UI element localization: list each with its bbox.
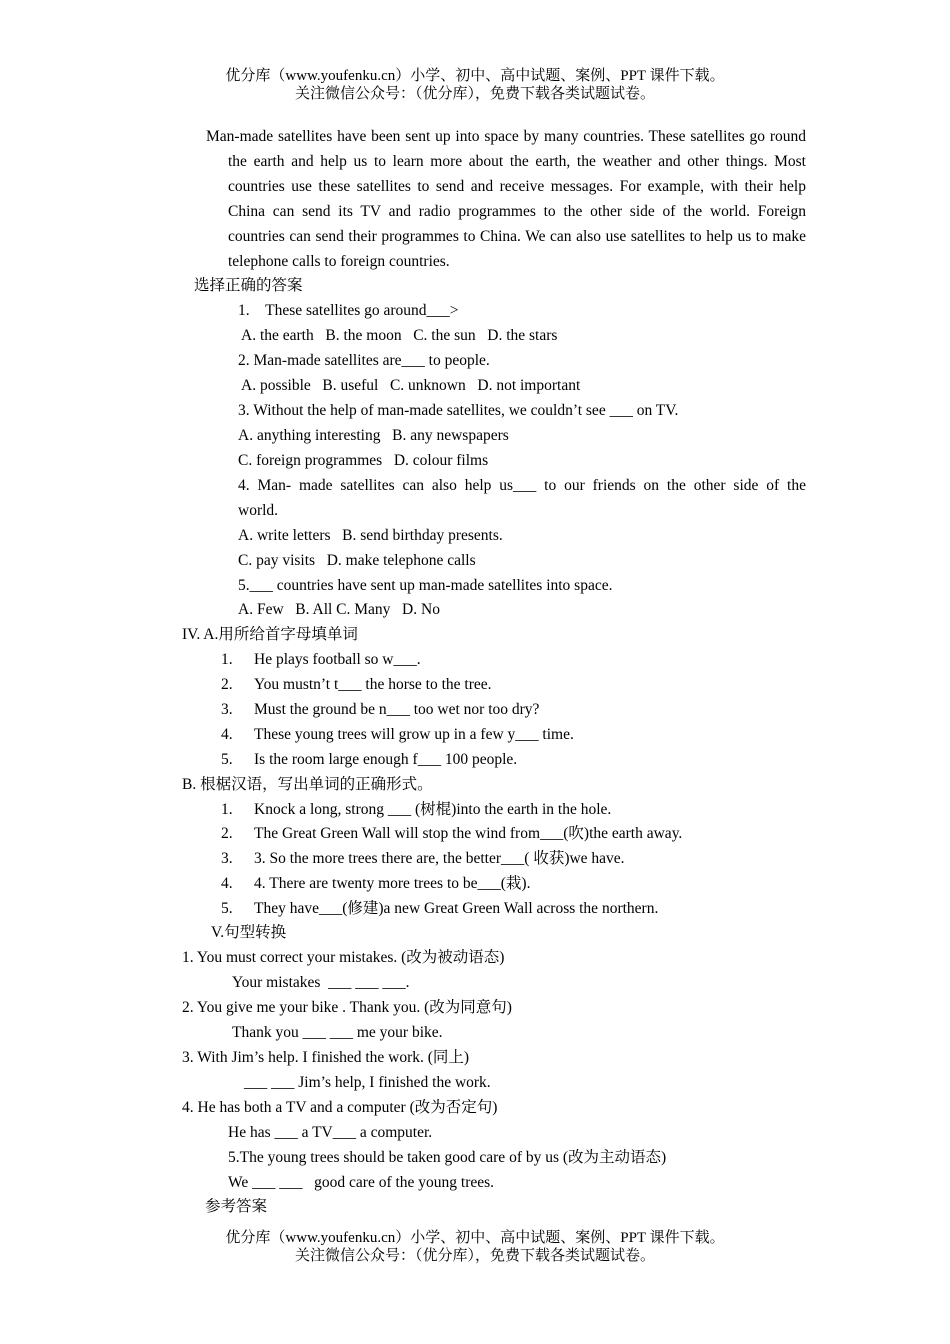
item-text: They have___(修建)a new Great Green Wall across the northern. bbox=[254, 900, 659, 917]
list-item bbox=[221, 871, 530, 896]
item-number: 5. bbox=[221, 900, 233, 917]
page-header bbox=[0, 67, 950, 103]
item-number: 1. bbox=[221, 801, 233, 818]
question-2-options: A. possible B. useful C. unknown D. not important bbox=[241, 377, 581, 394]
section-choose-title: 选择正确的答案 bbox=[194, 277, 303, 294]
item-number: 2. bbox=[221, 825, 233, 842]
question-4-line-2: world. bbox=[238, 502, 279, 519]
question-3-options-b: C. foreign programmes D. colour films bbox=[238, 452, 489, 469]
list-item bbox=[221, 647, 421, 672]
item-text: The Great Green Wall will stop the wind from___(吹)the earth away. bbox=[254, 825, 683, 842]
reading-passage bbox=[206, 124, 806, 274]
transform-answer-1: Your mistakes ___ ___ ___. bbox=[232, 974, 410, 991]
item-number: 5. bbox=[221, 751, 233, 768]
section-b-title: B. 根椐汉语，写出单词的正确形式。 bbox=[182, 776, 433, 793]
item-text: Knock a long, strong ___ (树棍)into the earth in the hole. bbox=[254, 801, 612, 818]
item-text: These young trees will grow up in a few y___ time. bbox=[254, 726, 574, 743]
question-1-options: A. the earth B. the moon C. the sun D. the stars bbox=[241, 327, 558, 344]
question-3-options-a: A. anything interesting B. any newspapers bbox=[238, 427, 509, 444]
section-v-title: V.句型转换 bbox=[211, 924, 287, 941]
list-item bbox=[221, 821, 682, 846]
item-number: 2. bbox=[221, 676, 233, 693]
transform-question-1: 1. You must correct your mistakes. (改为被动语态) bbox=[182, 949, 505, 966]
transform-question-3: 3. With Jim’s help. I finished the work. (同上) bbox=[182, 1049, 470, 1066]
answers-title: 参考答案 bbox=[205, 1198, 268, 1215]
item-number: 3. bbox=[221, 850, 233, 867]
transform-question-2: 2. You give me your bike . Thank you. (改为同意句) bbox=[182, 999, 512, 1016]
question-2: 2. Man-made satellites are___ to people. bbox=[238, 352, 490, 369]
header-line-2: 关注微信公众号：（优分库），免费下载各类试题试卷。 bbox=[294, 86, 655, 102]
list-item bbox=[221, 697, 539, 722]
list-item bbox=[221, 846, 625, 871]
question-4-options-a: A. write letters B. send birthday presents. bbox=[238, 527, 503, 544]
item-text: 3. So the more trees there are, the better___( 收获)we have. bbox=[254, 850, 625, 867]
section-iv-title: IV. A.用所给首字母填单词 bbox=[182, 626, 358, 643]
item-number: 3. bbox=[221, 701, 233, 718]
question-4-options-b: C. pay visits D. make telephone calls bbox=[238, 552, 476, 569]
footer-line-1: 优分库（www.youfenku.cn）小学、初中、高中试题、案例、PPT 课件下载。 bbox=[225, 1230, 725, 1246]
footer-line-2: 关注微信公众号：（优分库），免费下载各类试题试卷。 bbox=[294, 1248, 655, 1264]
item-text: You mustn’t t___ the horse to the tree. bbox=[254, 676, 492, 693]
list-item bbox=[221, 747, 517, 772]
transform-answer-5: We ___ ___ good care of the young trees. bbox=[228, 1174, 495, 1191]
page-footer bbox=[0, 1229, 950, 1265]
question-5-options: A. Few B. All C. Many D. No bbox=[238, 601, 440, 618]
item-text: He plays football so w___. bbox=[254, 651, 421, 668]
item-number: 4. bbox=[221, 875, 233, 892]
transform-answer-4: He has ___ a TV___ a computer. bbox=[228, 1124, 433, 1141]
transform-answer-2: Thank you ___ ___ me your bike. bbox=[232, 1024, 443, 1041]
item-number: 1. bbox=[221, 651, 233, 668]
question-4-line-1: 4. Man- made satellites can also help us___ to our friends on the other side of the bbox=[238, 477, 806, 494]
list-item bbox=[221, 722, 574, 747]
item-number: 4. bbox=[221, 726, 233, 743]
question-5: 5.___ countries have sent up man-made satellites into space. bbox=[238, 577, 613, 594]
transform-question-5: 5.The young trees should be taken good care of by us (改为主动语态) bbox=[228, 1149, 667, 1166]
transform-answer-3: ___ ___ Jim’s help, I finished the work. bbox=[244, 1074, 491, 1091]
transform-question-4: 4. He has both a TV and a computer (改为否定句) bbox=[182, 1099, 498, 1116]
question-3: 3. Without the help of man-made satellites, we couldn’t see ___ on TV. bbox=[238, 402, 679, 419]
question-1: 1. These satellites go around___> bbox=[238, 302, 459, 319]
header-line-1: 优分库（www.youfenku.cn）小学、初中、高中试题、案例、PPT 课件下载。 bbox=[225, 68, 725, 84]
passage-text: Man-made satellites have been sent up into space by many countries. These satellites go round the earth and help us to learn more about the earth, the weather and other things. Most countries use these satellites to send and receive messages. For example, with their help China can send its TV and radio programmes to the other side of the world. Foreign countries can send their programmes to China. We can also use satellites to help us to make telephone calls to foreign countries. bbox=[206, 128, 806, 270]
list-item bbox=[221, 896, 658, 921]
item-text: Must the ground be n___ too wet nor too dry? bbox=[254, 701, 540, 718]
item-text: Is the room large enough f___ 100 people. bbox=[254, 751, 518, 768]
list-item bbox=[221, 797, 611, 822]
item-text: 4. There are twenty more trees to be___(栽). bbox=[254, 875, 531, 892]
list-item bbox=[221, 672, 492, 697]
